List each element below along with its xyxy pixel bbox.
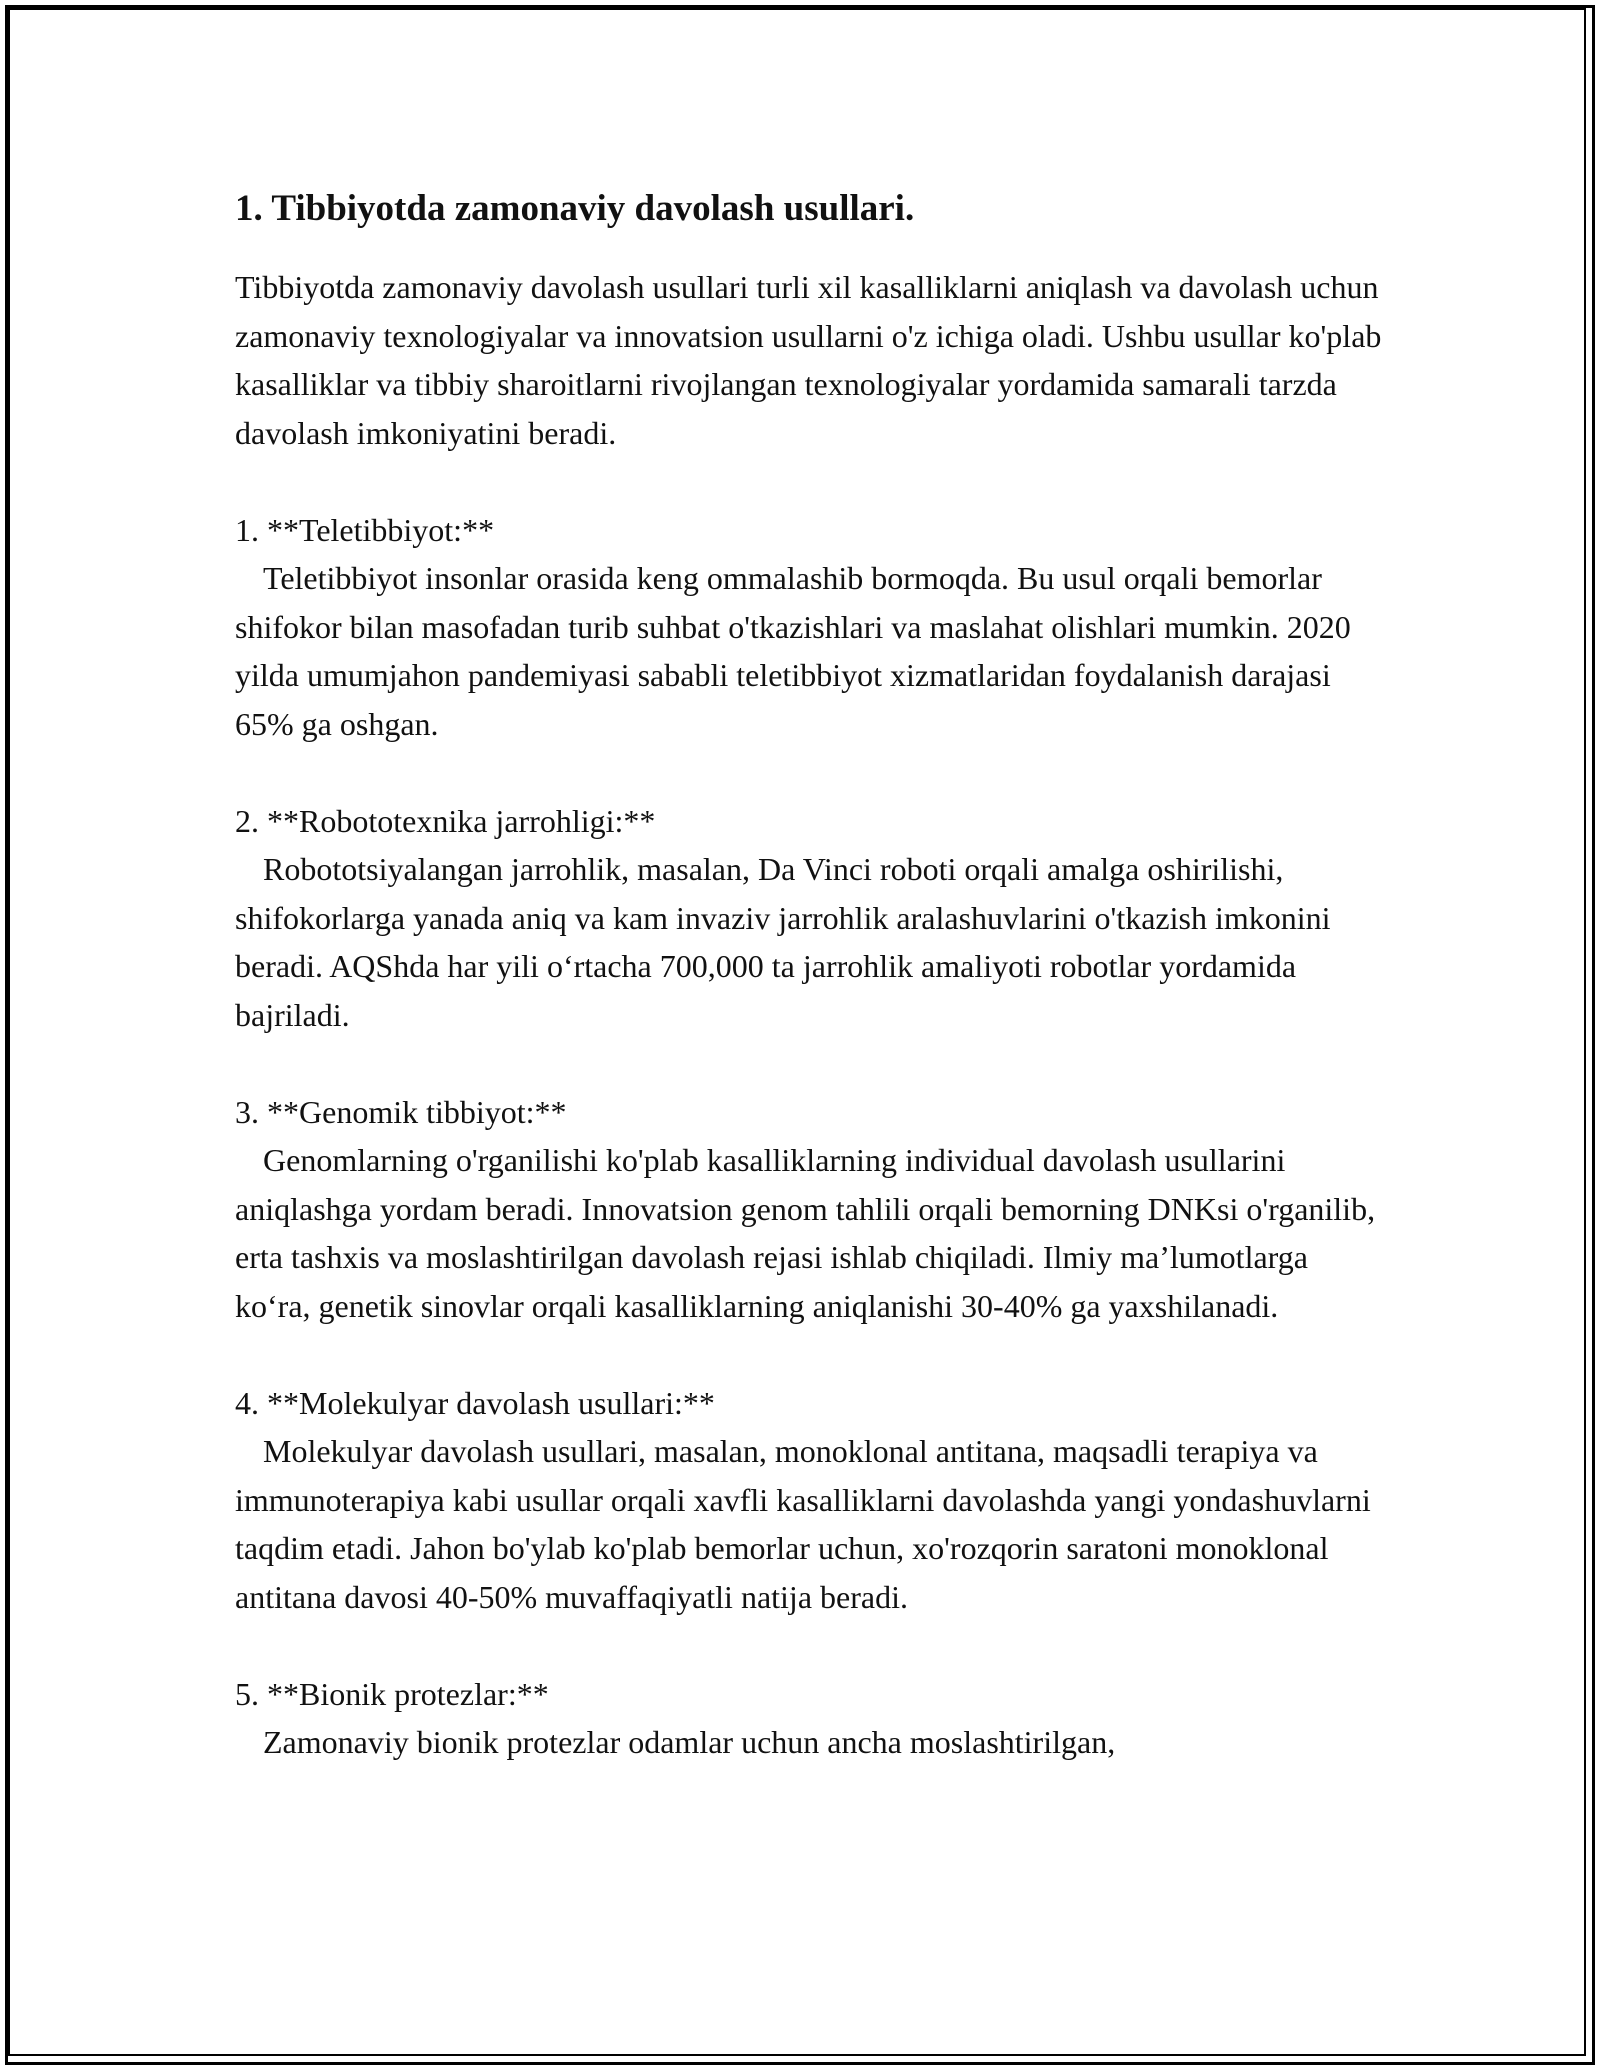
list-item-bionik [235,1670,1390,1767]
list-item-body: Genomlarning o'rganilishi ko'plab kasalliklarning individual davolash usullarini aniqlashga yordam beradi. Innovatsion genom tahlili orqali bemorning DNKsi o'rganilib, erta tashxis va moslashtirilgan davolash rejasi ishlab chiqiladi. Ilmiy ma’lumotlarga ko‘ra, genetik sinovlar orqali kasalliklarning aniqlanishi 30-40% ga yaxshilanadi. [235,1142,1376,1324]
document-page [235,185,1390,1815]
list-item-heading: 2. **Robototexnika jarrohligi:** [235,802,656,839]
list-item-body: Teletibbiyot insonlar orasida keng ommalashib bormoqda. Bu usul orqali bemorlar shifokor bilan masofadan turib suhbat o'tkazishlari va maslahat olishlari mumkin. 2020 yilda umumjahon pandemiyasi sababli teletibbiyot xizmatlaridan foydalanish darajasi 65% ga oshgan. [235,560,1351,742]
intro-paragraph: Tibbiyotda zamonaviy davolash usullari turli xil kasalliklarni aniqlash va davolash uchun zamonaviy texnologiyalar va innovatsion usullarni o'z ichiga oladi. Ushbu usullar ko'plab kasalliklar va tibbiy sharoitlarni rivojlangan texnologiyalar yordamida samarali tarzda davolash imkoniyatini beradi. [235,269,1382,451]
document-title: 1. Tibbiyotda zamonaviy davolash usullari. [235,188,915,229]
list-item-molekulyar [235,1379,1390,1622]
list-item-teletibbiyot [235,506,1390,749]
list-item-heading: 4. **Molekulyar davolash usullari:** [235,1384,715,1421]
list-item-body: Robototsiyalangan jarrohlik, masalan, Da Vinci roboti orqali amalga oshirilishi, shifokorlarga yanada aniq va kam invaziv jarrohlik aralashuvlarini o'tkazish imkonini beradi. AQShda har yili o‘rtacha 700,000 ta jarrohlik amaliyoti robotlar yordamida bajriladi. [235,851,1331,1033]
list-item-genomik [235,1088,1390,1331]
list-item-heading: 3. **Genomik tibbiyot:** [235,1093,567,1130]
list-item-robototexnika [235,797,1390,1040]
list-item-body: Molekulyar davolash usullari, masalan, monoklonal antitana, maqsadli terapiya va immunoterapiya kabi usullar orqali xavfli kasalliklarni davolashda yangi yondashuvlarni taqdim etadi. Jahon bo'ylab ko'plab bemorlar uchun, xo'rozqorin saratoni monoklonal antitana davosi 40-50% muvaffaqiyatli natija beradi. [235,1433,1371,1615]
list-item-body: Zamonaviy bionik protezlar odamlar uchun ancha moslashtirilgan, [263,1724,1116,1761]
list-item-heading: 5. **Bionik protezlar:** [235,1675,549,1712]
list-item-heading: 1. **Teletibbiyot:** [235,511,495,548]
